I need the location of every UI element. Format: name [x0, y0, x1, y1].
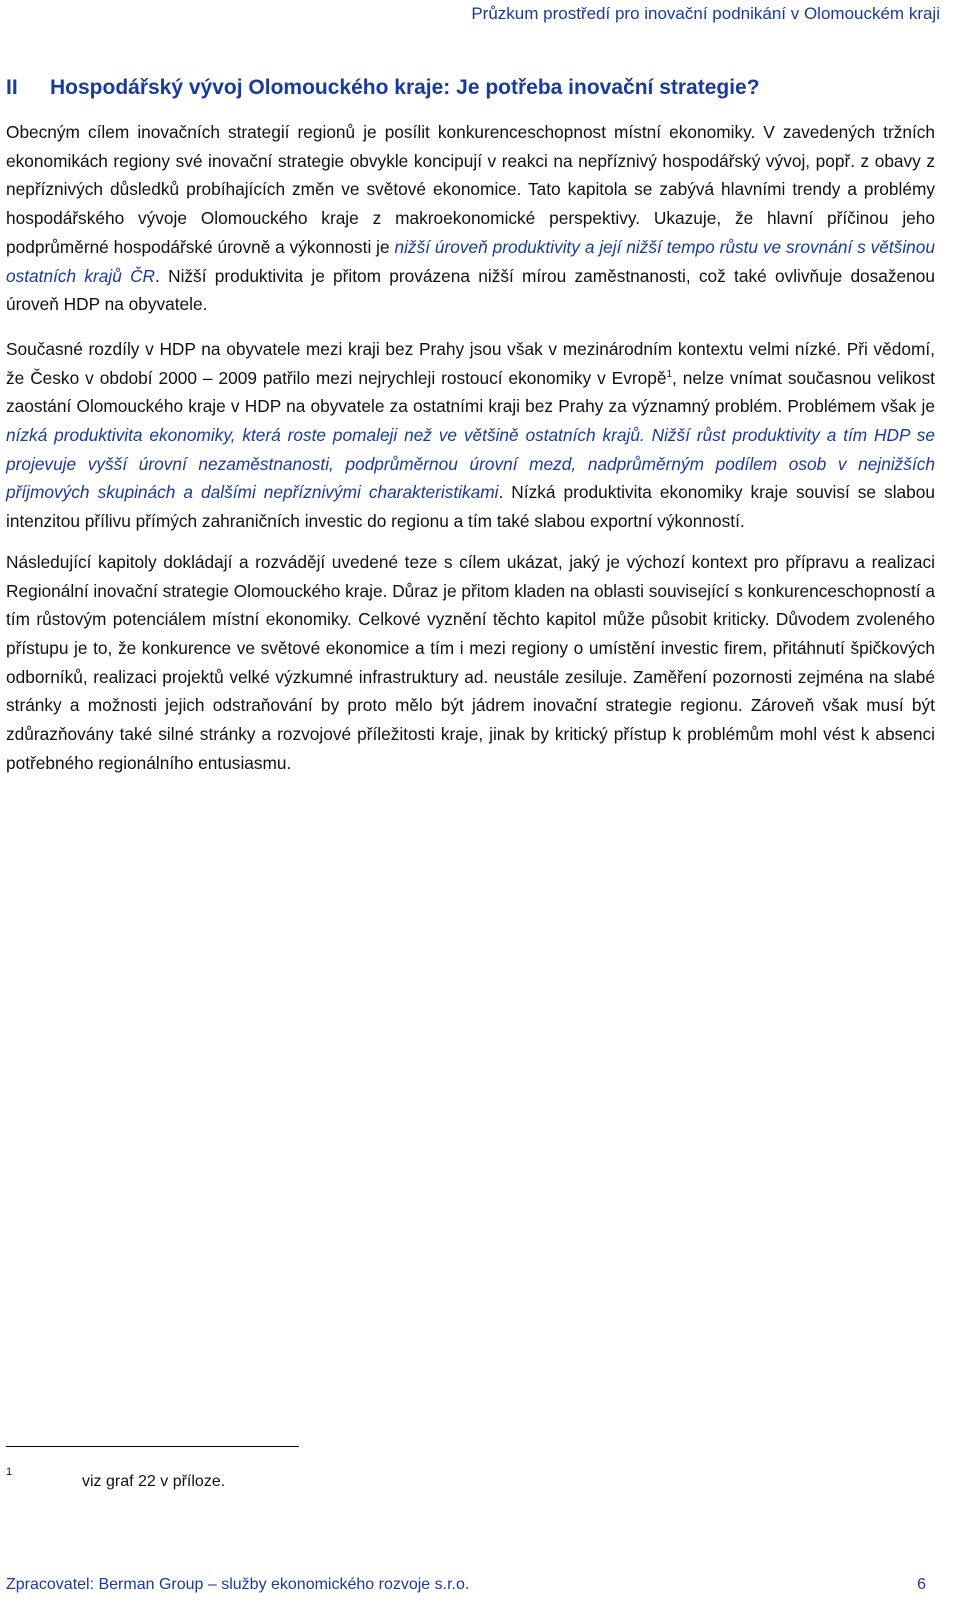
footnote-text: viz graf 22 v příloze.: [82, 1473, 226, 1490]
text-run: Následující kapitoly dokládají a rozvádějí uvedené teze s cílem ukázat, jaký je výchozí kontext pro přípravu a realizaci Regionální inovační strategie Olomouckého kraje. Důraz je přitom kladen na oblasti související s konkurenceschopností a tím růstovým potenciálem místní ekonomiky. Celkové vyznění těchto kapitol může působit kriticky. Důvodem zvoleného přístupu je to, že konkurence ve světové ekonomice a tím i mezi regiony o umístění investic firem, přitáhnutí špičkových odborníků, realizaci projektů velké výzkumné infrastruktury ad. neustále zesiluje. Zaměření pozornosti zejména na slabé stránky a možnosti jejich odstraňování by proto mělo být jádrem inovační strategie regionu. Zároveň však musí být zdůrazňovány také silné stránky a rozvojové příležitosti kraje, jinak by kritický přístup k problémům mohl vést k absenci potřebného regionálního entusiasmu.: [6, 551, 935, 773]
footer-text: Zpracovatel: Berman Group – služby ekonomického rozvoje s.r.o.: [6, 1576, 470, 1593]
text-run: , nelze vnímat současnou velikost zaostání Olomouckého kraje v HDP na obyvatele za ostatními kraji bez Prahy za významný problém. Problémem však je: [6, 367, 935, 417]
page-footer: [6, 1576, 926, 1594]
text-run: Obecným cílem inovačních strategií regionů je posílit konkurenceschopnost místní ekonomiky. V zavedených tržních ekonomikách regiony své inovační strategie obvykle koncipují v reakci na nepříznivý hospodářský vývoj, popř. z obavy z nepříznivých důsledků probíhajících změn ve světové ekonomice. Tato kapitola se zabývá hlavními trendy a problémy hospodářského vývoje Olomouckého kraje z makroekonomické perspektivy. Ukazuje, že hlavní příčinou jeho podprůměrné hospodářské úrovně a výkonnosti je: [6, 122, 935, 257]
body-text: [6, 118, 935, 789]
paragraph-1: [6, 118, 935, 319]
paragraph-2: [6, 335, 935, 536]
section-number: II: [6, 76, 18, 99]
footnote-reference: 1: [666, 368, 672, 380]
highlighted-text: nižší úroveň produktivity a její nižší tempo růstu ve srovnání s většinou ostatních krajů ČR: [6, 236, 935, 286]
highlighted-text: nízká produktivita ekonomiky, která roste pomaleji než ve většině ostatních krajů.: [6, 425, 645, 446]
footnote-number: 1: [6, 1466, 13, 1478]
section-title: Hospodářský vývoj Olomouckého kraje: Je potřeba inovační strategie?: [50, 76, 760, 99]
text-run: . Nižší produktivita je přitom provázena nižší mírou zaměstnanosti, což také ovlivňuje dosaženou úroveň HDP na obyvatele.: [6, 265, 935, 315]
footnote-separator: [6, 1446, 299, 1447]
section-heading: [6, 76, 936, 100]
paragraph-3: [6, 548, 935, 778]
running-header: Průzkum prostředí pro inovační podnikání v Olomouckém kraji: [471, 4, 940, 23]
text-run: Současné rozdíly v HDP na obyvatele mezi kraji bez Prahy jsou však v mezinárodním kontextu velmi nízké. Při vědomí, že Česko v období 2000 – 2009 patřilo mezi nejrychleji rostoucí ekonomiky v Evropě: [6, 338, 935, 388]
text-run: . Nízká produktivita ekonomiky kraje souvisí se slabou intenzitou přílivu přímých zahraničních investic do regionu a tím také slabou exportní výkonností.: [6, 482, 935, 532]
page-number: 6: [917, 1576, 926, 1593]
highlighted-text: Nižší růst produktivity a tím HDP se projevuje vyšší úrovní nezaměstnanosti, podprůměrnou úrovní mezd, nadprůměrným podílem osob v nejnižších příjmových skupinách a dalšími nepříznivými charakteristikami: [6, 425, 935, 503]
text-run: [645, 425, 652, 445]
